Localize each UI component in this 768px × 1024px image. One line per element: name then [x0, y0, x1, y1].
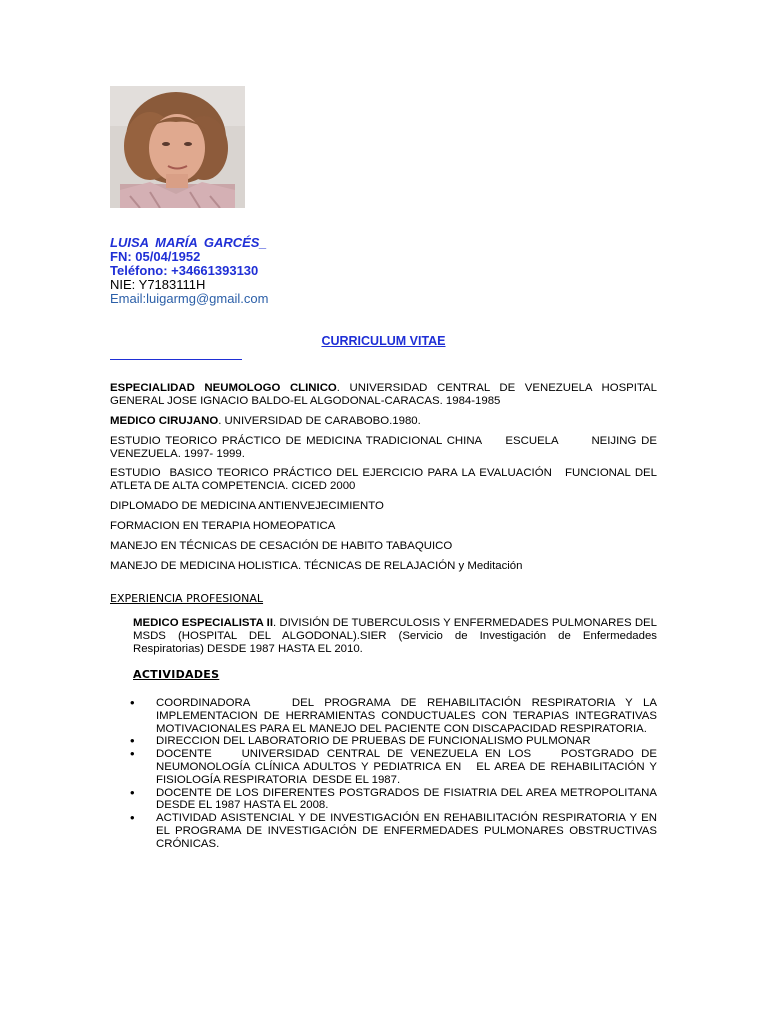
profile-photo: [110, 86, 245, 208]
education-item: ESPECIALIDAD NEUMOLOGO CLINICO. UNIVERSIDAD CENTRAL DE VENEZUELA HOSPITAL GENERAL JOSE IGNACIO BALDO-EL ALGODONAL-CARACAS. 1984-1985: [110, 382, 657, 407]
title-underline-rule: [110, 359, 242, 360]
position-description: MEDICO ESPECIALISTA II. DIVISIÓN DE TUBERCULOSIS Y ENFERMEDADES PULMONARES DEL MSDS (HOSPITAL DEL ALGODONAL).SIER (Servicio de Investigación de Enfermedades Respiratorias) DESDE 1987 HASTA EL 2010.: [133, 617, 657, 655]
activities-heading: ACTIVIDADES: [133, 668, 220, 681]
activity-item: • DOCENTE UNIVERSIDAD CENTRAL DE VENEZUELA EN LOS POSTGRADO DE NEUMONOLOGÍA CLÍNICA ADULTOS Y PEDIATRICA EN EL AREA DE REHABILITACIÓN Y FISIOLOGÍA RESPIRATORIA DESDE EL 1987.: [133, 748, 657, 786]
education-item: MANEJO EN TÉCNICAS DE CESACIÓN DE HABITO TABAQUICO: [110, 540, 453, 552]
activity-item: • ACTIVIDAD ASISTENCIAL Y DE INVESTIGACIÓN EN REHABILITACIÓN RESPIRATORIA Y EN EL PROGRAMA DE INVESTIGACIÓN DE ENFERMEDADES PULMONARES OBSTRUCTIVAS CRÓNICAS.: [133, 812, 657, 850]
experience-heading: EXPERIENCIA PROFESIONAL: [110, 592, 264, 605]
education-item: FORMACION EN TERAPIA HOMEOPATICA: [110, 520, 336, 532]
activity-item: • COORDINADORA DEL PROGRAMA DE REHABILITACIÓN RESPIRATORIA Y LA IMPLEMENTACION DE HERRAMIENTAS CONDUCTUALES CON TERAPIAS INTEGRATIVAS MOTIVACIONALES PARA EL MANEJO DEL PACIENTE CON DISCAPACIDAD RESPIRATORIA.: [133, 697, 657, 735]
education-item: MANEJO DE MEDICINA HOLISTICA. TÉCNICAS DE RELAJACIÓN y Meditación: [110, 560, 523, 572]
email-link[interactable]: Email:luigarmg@gmail.com: [110, 291, 269, 306]
education-item: ESTUDIO TEORICO PRÁCTICO DE MEDICINA TRADICIONAL CHINA ESCUELA NEIJING DE VENEZUELA. 1997- 1999.: [110, 435, 661, 460]
education-item: MEDICO CIRUJANO. UNIVERSIDAD DE CARABOBO.1980.: [110, 415, 421, 427]
candidate-name: LUISA MARÍA GARCÉS_: [110, 235, 267, 250]
document-title: CURRICULUM VITAE: [321, 334, 446, 348]
education-item: ESTUDIO BASICO TEORICO PRÁCTICO DEL EJERCICIO PARA LA EVALUACIÓN FUNCIONAL DEL ATLETA DE ALTA COMPETENCIA. CICED 2000: [110, 467, 660, 492]
activity-item: • DOCENTE DE LOS DIFERENTES POSTGRADOS DE FISIATRIA DEL AREA METROPOLITANA DESDE EL 1987 HASTA EL 2008.: [133, 787, 657, 813]
education-item: DIPLOMADO DE MEDICINA ANTIENVEJECIMIENTO: [110, 500, 384, 512]
activity-item: • DIRECCION DEL LABORATORIO DE PRUEBAS DE FUNCIONALISMO PULMONAR: [133, 735, 657, 748]
phone-number: Teléfono: +34661393130: [110, 263, 259, 278]
nie-number: NIE: Y7183111H: [110, 277, 206, 292]
contact-block: [110, 236, 268, 306]
activities-list: [133, 697, 661, 851]
birth-date: FN: 05/04/1952: [110, 249, 201, 264]
